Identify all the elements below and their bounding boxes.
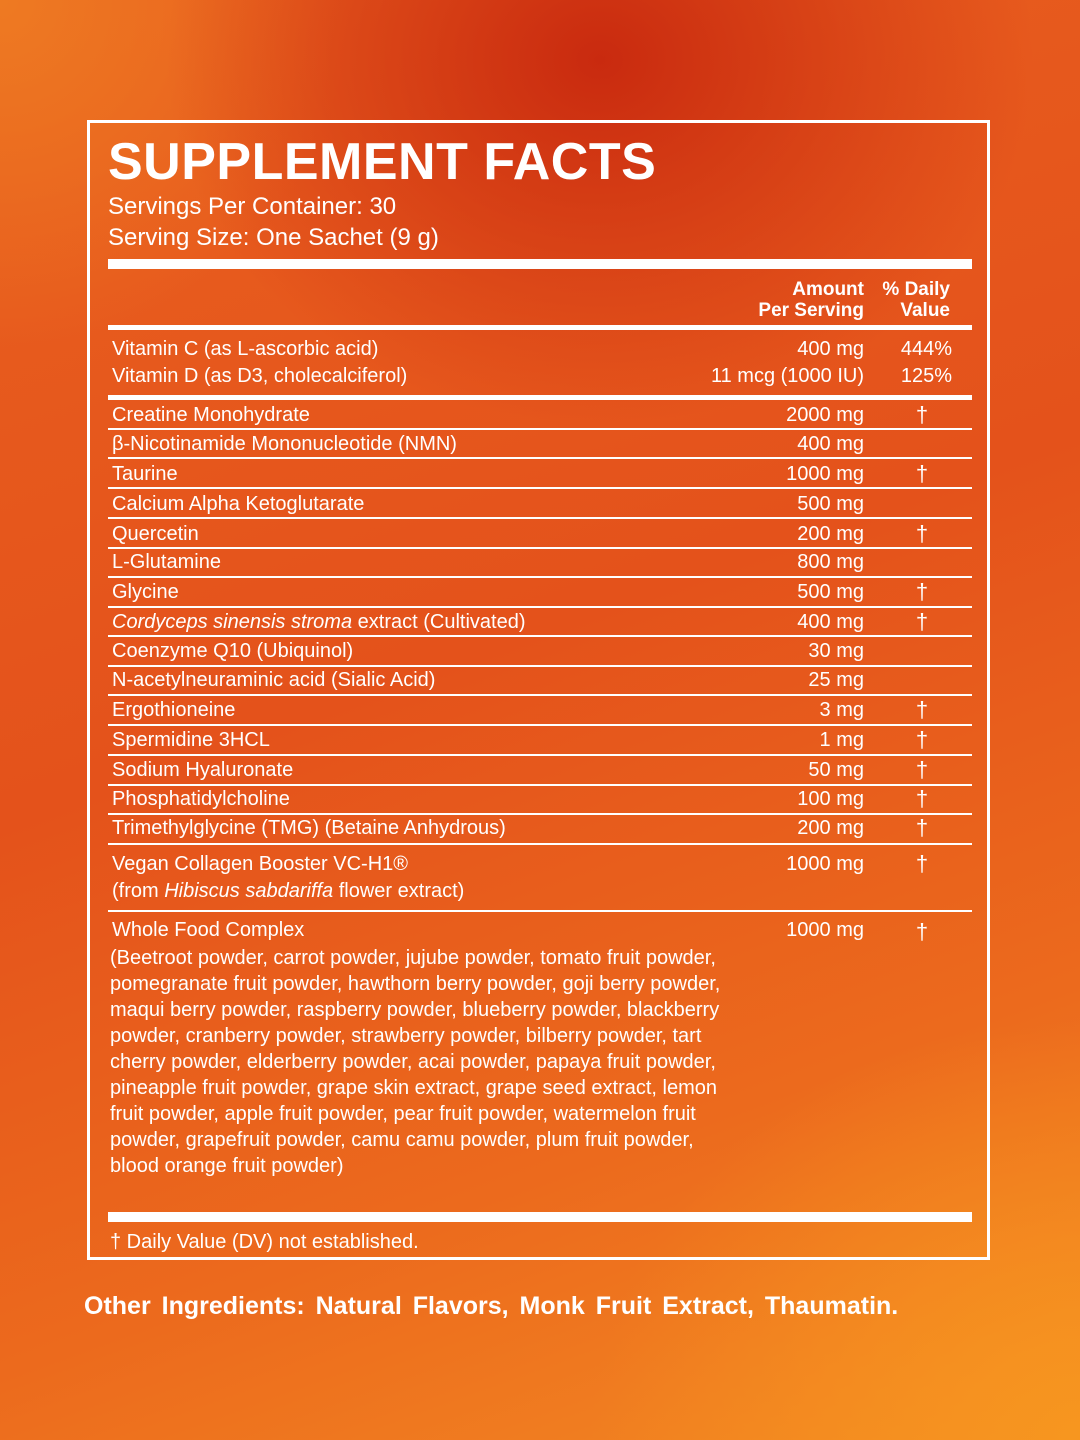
ingredient-name: N-acetylneuraminic acid (Sialic Acid)	[112, 669, 436, 691]
ingredient-name: Coenzyme Q10 (Ubiquinol)	[112, 640, 354, 662]
ingredient-name: Phosphatidylcholine	[112, 788, 290, 810]
ingredient-name: Ergothioneine	[112, 699, 236, 721]
ingredient-amount: 1000 mg	[786, 463, 864, 485]
vitamins-divider	[108, 395, 972, 400]
top-thick-divider	[108, 259, 972, 269]
ingredient-amount: 3 mg	[819, 699, 864, 721]
ingredient-name: Taurine	[112, 463, 178, 485]
bottom-thick-divider	[108, 1212, 972, 1222]
vitamin-d-dv: 125%	[900, 365, 952, 387]
ingredient-name: L-Glutamine	[112, 551, 221, 573]
vitamin-c-name: Vitamin C (as L-ascorbic acid)	[112, 338, 379, 360]
dv-header-line1: % Daily	[882, 279, 950, 300]
row-divider	[108, 635, 972, 637]
ingredient-amount: 30 mg	[808, 640, 864, 662]
ingredient-amount: 2000 mg	[786, 404, 864, 426]
row-divider	[108, 457, 972, 459]
ingredient-name: Spermidine 3HCL	[112, 729, 270, 751]
dv-header-line2: Value	[900, 300, 950, 321]
row-divider	[108, 724, 972, 726]
collagen-source	[112, 878, 464, 904]
collagen-name: Vegan Collagen Booster VC-H1®	[112, 853, 409, 875]
serving-size: Serving Size: One Sachet (9 g)	[108, 224, 439, 251]
dagger-mark: †	[915, 851, 929, 876]
header-divider	[108, 325, 972, 330]
ingredient-amount: 25 mg	[808, 669, 864, 691]
whole-food-amount: 1000 mg	[786, 919, 864, 941]
ingredient-amount: 400 mg	[797, 611, 864, 633]
ingredient-name	[112, 609, 525, 635]
collagen-amount: 1000 mg	[786, 853, 864, 875]
row-divider	[108, 576, 972, 578]
ingredient-name: Calcium Alpha Ketoglutarate	[112, 493, 365, 515]
ingredient-amount: 500 mg	[797, 581, 864, 603]
row-divider	[108, 517, 972, 519]
dagger-mark: †	[915, 609, 929, 634]
row-divider	[108, 910, 972, 912]
ingredient-name: Quercetin	[112, 523, 199, 545]
vitamin-d-amount: 11 mcg (1000 IU)	[710, 365, 864, 387]
ingredient-amount: 100 mg	[797, 788, 864, 810]
collagen-source-italic: Hibiscus sabdariffa	[164, 880, 334, 902]
dagger-mark: †	[915, 786, 929, 811]
collagen-source-prefix: (from	[112, 880, 165, 902]
dagger-mark: †	[915, 402, 929, 427]
dagger-mark: †	[915, 757, 929, 782]
row-divider	[108, 487, 972, 489]
servings-per-container: Servings Per Container: 30	[108, 193, 397, 220]
dagger-mark: †	[915, 727, 929, 752]
ingredient-name: Creatine Monohydrate	[112, 404, 310, 426]
dagger-mark: †	[915, 697, 929, 722]
amount-header-line2: Per Serving	[758, 300, 864, 321]
row-divider	[108, 694, 972, 696]
ingredient-name: Sodium Hyaluronate	[112, 759, 294, 781]
amount-header-line1: Amount	[792, 279, 864, 300]
ingredient-name: β-Nicotinamide Mononucleotide (NMN)	[112, 433, 457, 455]
vitamin-c-amount: 400 mg	[797, 338, 864, 360]
ingredient-amount: 400 mg	[797, 433, 864, 455]
page-title: SUPPLEMENT FACTS	[108, 133, 657, 191]
ingredient-amount: 50 mg	[808, 759, 864, 781]
ingredient-name: Trimethylglycine (TMG) (Betaine Anhydrous)	[112, 817, 506, 839]
daily-value-header	[882, 279, 950, 321]
ingredient-amount: 200 mg	[797, 523, 864, 545]
row-divider	[108, 843, 972, 845]
whole-food-description: (Beetroot powder, carrot powder, jujube powder, tomato fruit powder, pomegranate fruit powder, hawthorn berry powder, goji berry powder, maqui berry powder, raspberry powder, blueberry powder, blackberry powder, cranberry powder, strawberry powder, bilberry powder, tart cherry powder, elderberry powder, acai powder, papaya fruit powder, pineapple fruit powder, grape skin extract, grape seed extract, lemon fruit powder, apple fruit powder, pear fruit powder, watermelon fruit powder, grapefruit powder, camu camu powder, plum fruit powder, blood orange fruit powder)	[110, 947, 721, 1177]
ingredient-name: Glycine	[112, 581, 179, 603]
row-divider	[108, 606, 972, 608]
footnote: † Daily Value (DV) not established.	[110, 1231, 419, 1253]
ingredient-amount: 500 mg	[797, 493, 864, 515]
ingredient-name-italic: Cordyceps sinensis stroma	[112, 611, 353, 633]
row-divider	[108, 428, 972, 430]
amount-header	[758, 279, 864, 321]
other-ingredients: Other Ingredients: Natural Flavors, Monk Fruit Extract, Thaumatin.	[84, 1292, 899, 1320]
ingredient-name-rest: extract (Cultivated)	[352, 611, 526, 633]
whole-food-name: Whole Food Complex	[112, 919, 305, 941]
vitamin-c-dv: 444%	[900, 338, 952, 360]
dagger-mark: †	[915, 919, 929, 944]
dagger-mark: †	[915, 815, 929, 840]
ingredient-amount: 800 mg	[797, 551, 864, 573]
ingredient-amount: 1 mg	[819, 729, 864, 751]
dagger-mark: †	[915, 521, 929, 546]
row-divider	[108, 754, 972, 756]
collagen-source-suffix: flower extract)	[333, 880, 465, 902]
vitamin-d-name: Vitamin D (as D3, cholecalciferol)	[112, 365, 408, 387]
ingredient-amount: 200 mg	[797, 817, 864, 839]
dagger-mark: †	[915, 579, 929, 604]
dagger-mark: †	[915, 461, 929, 486]
